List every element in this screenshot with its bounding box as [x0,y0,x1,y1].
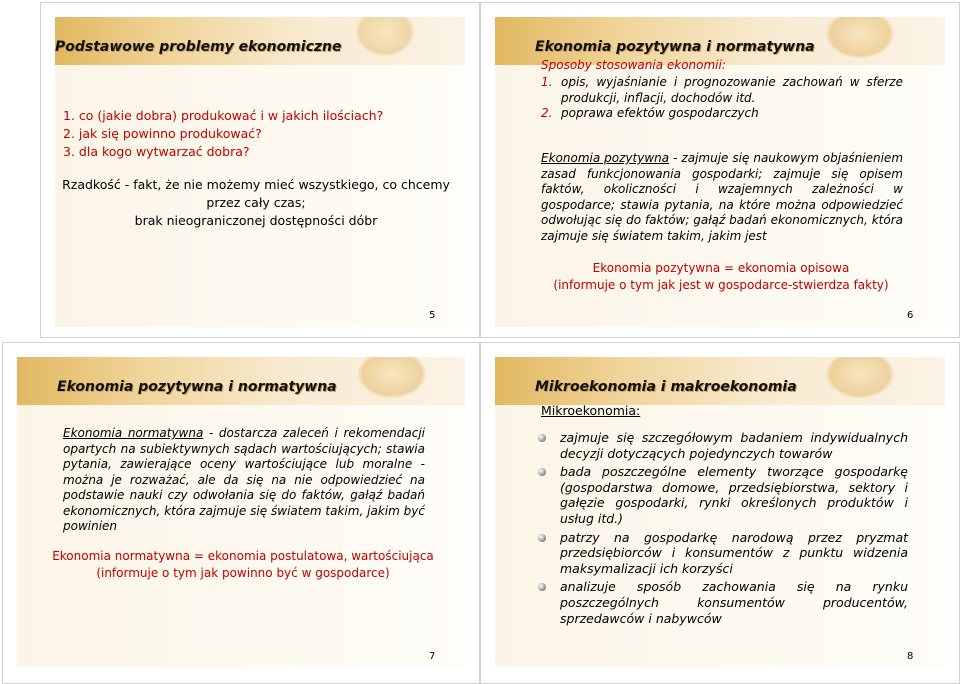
list-item: zajmuje się szczegółowym badaniem indywidualnych decyzji dotyczących pojedynczych towarów [530,430,908,461]
page-cell-5 [40,2,480,338]
list-item: analizuje sposób zachowania się na rynku poszczególnych konsumentów producentów, sprzedawców i nabywców [530,579,908,626]
list-item: 3. dla kogo wytwarzać dobra? [63,144,250,159]
bullet-sphere-icon [538,583,546,591]
microeconomics-bullets [530,430,908,629]
slide-title: Mikroekonomia i makroekonomia [535,379,797,395]
page-cell-7 [2,342,480,684]
bullet-sphere-icon [538,468,546,476]
slide-title: Podstawowe problemy ekonomiczne [55,39,342,55]
bullet-sphere-icon [538,534,546,542]
list-item: 2. jak się powinno produkować? [63,126,262,141]
normative-economics-definition: Ekonomia normatywna - dostarcza zaleceń i rekomendacji opartych na subiektywnych sądach wartościujących; stawia pytania, zawierające oceny wartościujące lub moralne - można je rozważać, ale da się na nie odpowiedzieć na podstawie nauki czy odwołania się do faktów, gałąź badań ekonomicznych, która zajmuje się światem takim, jakim być powinien [63,426,426,533]
page-cell-6 [480,2,960,338]
slide-5 [55,17,465,327]
questions-list [63,107,383,161]
list-item: 2. poprawa efektów gospodarczych [541,106,759,120]
list-item: patrzy na gospodarkę narodową przez pryzmat przedsiębiorców i konsumentów z punktu widzenia maksymalizacji ich korzyści [530,530,908,577]
positive-economics-summary: Ekonomia pozytywna = ekonomia opisowa (informuje o tym jak jest w gospodarce-stwierdza fakty) [553,261,889,292]
page-number: 7 [429,651,436,662]
normative-economics-summary: Ekonomia normatywna = ekonomia postulatowa, wartościująca (informuje o tym jak powinno być w gospodarce) [52,549,434,580]
microeconomics-subheading: Mikroekonomia: [541,403,641,418]
list-item: bada poszczególne elementy tworzące gospodarkę (gospodarstwa domowe, przedsiębiorstwa, sektory i gałęzie gospodarki, rynki określonych produktów i usług itd.) [530,464,908,526]
slide-title: Ekonomia pozytywna i normatywna [57,379,337,395]
bullet-sphere-icon [538,434,546,442]
uses-list [541,75,903,122]
scarcity-definition: Rzadkość - fakt, że nie możemy mieć wszystkiego, co chcemy przez cały czas; brak nieograniczonej dostępności dóbr [62,177,450,228]
page-number: 8 [907,651,914,662]
page-number: 6 [907,310,914,321]
list-item: 1. co (jakie dobra) produkować i w jakich ilościach? [63,108,384,123]
list-item: 1. opis, wyjaśnianie i prognozowanie zachowań w sferze produkcji, inflacji, dochodów itd. [541,75,903,105]
page-number: 5 [429,310,436,321]
slide-title: Ekonomia pozytywna i normatywna [535,39,815,55]
intro-text: Sposoby stosowania ekonomii: [541,58,726,72]
positive-economics-definition: Ekonomia pozytywna - zajmuje się naukowym objaśnieniem zasad funkcjonowania gospodarki; zajmuje się opisem faktów, okoliczności i wzajemnych zależności w gospodarce; stawia pytania, na które można odpowiedzieć odwołując się do faktów; gałąź badań ekonomicznych, która zajmuje się światem takim, jakim jest [541,151,904,243]
